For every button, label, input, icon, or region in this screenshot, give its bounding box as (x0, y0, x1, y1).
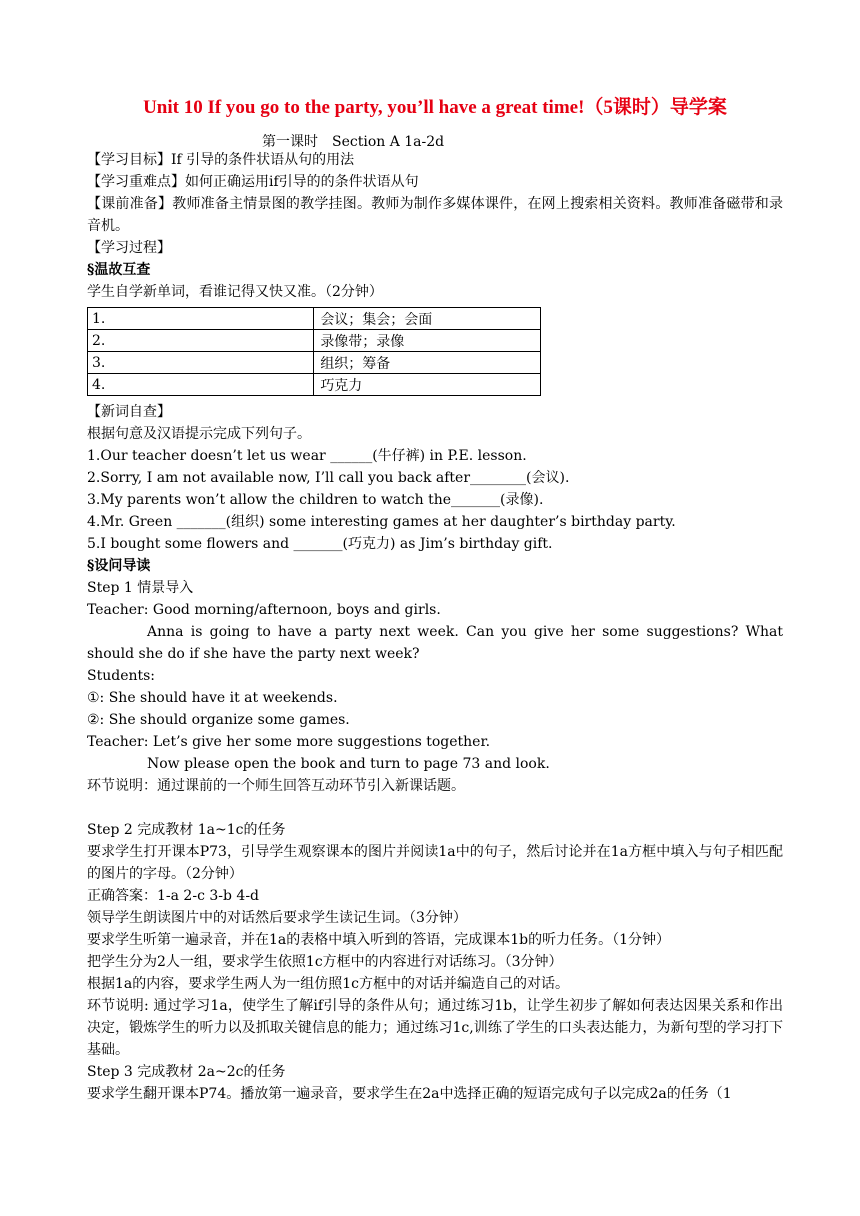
exercise-item: 1.Our teacher doesn’t let us wear ______(牛仔裤) in P.E. lesson. (87, 448, 527, 464)
step2-title: Step 2 完成教材 1a~1c的任务 (87, 822, 286, 838)
key-points: 【学习重难点】如何正确运用if引导的的条件状语从句 (87, 174, 419, 190)
step2-paragraph: 根据1a的内容，要求学生两人为一组仿照1c方框中的对话并编造自己的对话。 (87, 976, 569, 992)
step2-paragraph: 要求学生打开课本P73，引导学生观察课本的图片并阅读1a中的句子，然后讨论并在1a方框中填入与句子相匹配的图片的字母。（2分钟） (87, 844, 783, 882)
preparation: 【课前准备】教师准备主情景图的教学挂图。教师为制作多媒体课件，在网上搜索相关资料。教师准备磁带和录音机。 (87, 196, 783, 234)
step2-paragraph: 把学生分为2人一组，要求学生依照1c方框中的内容进行对话练习。（3分钟） (87, 954, 563, 970)
step2-note: 环节说明: 通过学习1a，使学生了解if引导的条件从句；通过练习1b，让学生初步了解如何表达因果关系和作出决定，锻炼学生的听力以及抓取关键信息的能力；通过练习1c,训练了学生的口头表达能力，为新句型的学习打下基础。 (87, 998, 783, 1058)
review-instruction: 学生自学新单词，看谁记得又快又准。（2分钟） (87, 284, 383, 300)
table-cell-number: 2. (88, 330, 314, 352)
exercise-item: 3.My parents won’t allow the children to watch the_______(录像). (87, 492, 544, 508)
teacher-question: Anna is going to have a party next week. Can you give her some suggestions? What should she do if she have the party next week? (87, 624, 783, 662)
table-cell-meaning: 组织；筹备 (314, 352, 541, 374)
step3-paragraph: 要求学生翻开课本P74。播放第一遍录音，要求学生在2a中选择正确的短语完成句子以完成2a的任务（1 (87, 1086, 732, 1102)
student-answer: ①: She should have it at weekends. (87, 690, 338, 706)
table-cell-number: 1. (88, 308, 314, 330)
vocab-table-block (87, 307, 783, 396)
exercise-item: 4.Mr. Green _______(组织) some interesting games at her daughter’s birthday party. (87, 514, 676, 530)
table-cell-number: 4. (88, 374, 314, 396)
guide-heading: §设问导读 (87, 558, 151, 574)
spacer (87, 797, 783, 819)
learning-objectives: 【学习目标】If 引导的条件状语从句的用法 (87, 152, 355, 168)
students-label: Students: (87, 668, 156, 684)
table-row (88, 374, 541, 396)
table-row (88, 308, 541, 330)
step2-paragraph: 领导学生朗读图片中的对话然后要求学生读记生词。（3分钟） (87, 910, 467, 926)
exercise-section (87, 401, 783, 1105)
document-title: Unit 10 If you go to the party, you’ll have a great time!（5课时）导学案 (143, 97, 727, 118)
process-heading: 【学习过程】 (87, 240, 171, 256)
review-heading: §温故互查 (87, 262, 151, 278)
table-cell-number: 3. (88, 352, 314, 374)
intro-section (87, 149, 783, 303)
exercise-item: 5.I bought some flowers and _______(巧克力) as Jim’s birthday gift. (87, 536, 553, 552)
new-words-instruction: 根据句意及汉语提示完成下列句子。 (87, 426, 311, 442)
step2-answers: 正确答案：1-a 2-c 3-b 4-d (87, 888, 260, 904)
student-answer: ②: She should organize some games. (87, 712, 350, 728)
teacher-prompt: Teacher: Let’s give her some more suggestions together. (87, 734, 491, 750)
step3-title: Step 3 完成教材 2a~2c的任务 (87, 1064, 286, 1080)
table-cell-meaning: 录像带；录像 (314, 330, 541, 352)
step1-note: 环节说明：通过课前的一个师生回答互动环节引入新课话题。 (87, 778, 465, 794)
lesson-subtitle: 第一课时 Section A 1a-2d (262, 134, 445, 150)
table-cell-meaning: 巧克力 (314, 374, 541, 396)
step2-paragraph: 要求学生听第一遍录音，并在1a的表格中填入听到的答语，完成课本1b的听力任务。（1分钟） (87, 932, 671, 948)
table-row (88, 330, 541, 352)
step1-title: Step 1 情景导入 (87, 580, 194, 596)
exercise-item: 2.Sorry, I am not available now, I’ll call you back after________(会议). (87, 470, 570, 486)
table-row (88, 352, 541, 374)
teacher-greeting: Teacher: Good morning/afternoon, boys and girls. (87, 602, 441, 618)
vocab-table (87, 307, 541, 396)
teacher-instruction: Now please open the book and turn to page 73 and look. (147, 756, 550, 772)
table-cell-meaning: 会议；集会；会面 (314, 308, 541, 330)
new-words-heading: 【新词自查】 (87, 404, 171, 420)
